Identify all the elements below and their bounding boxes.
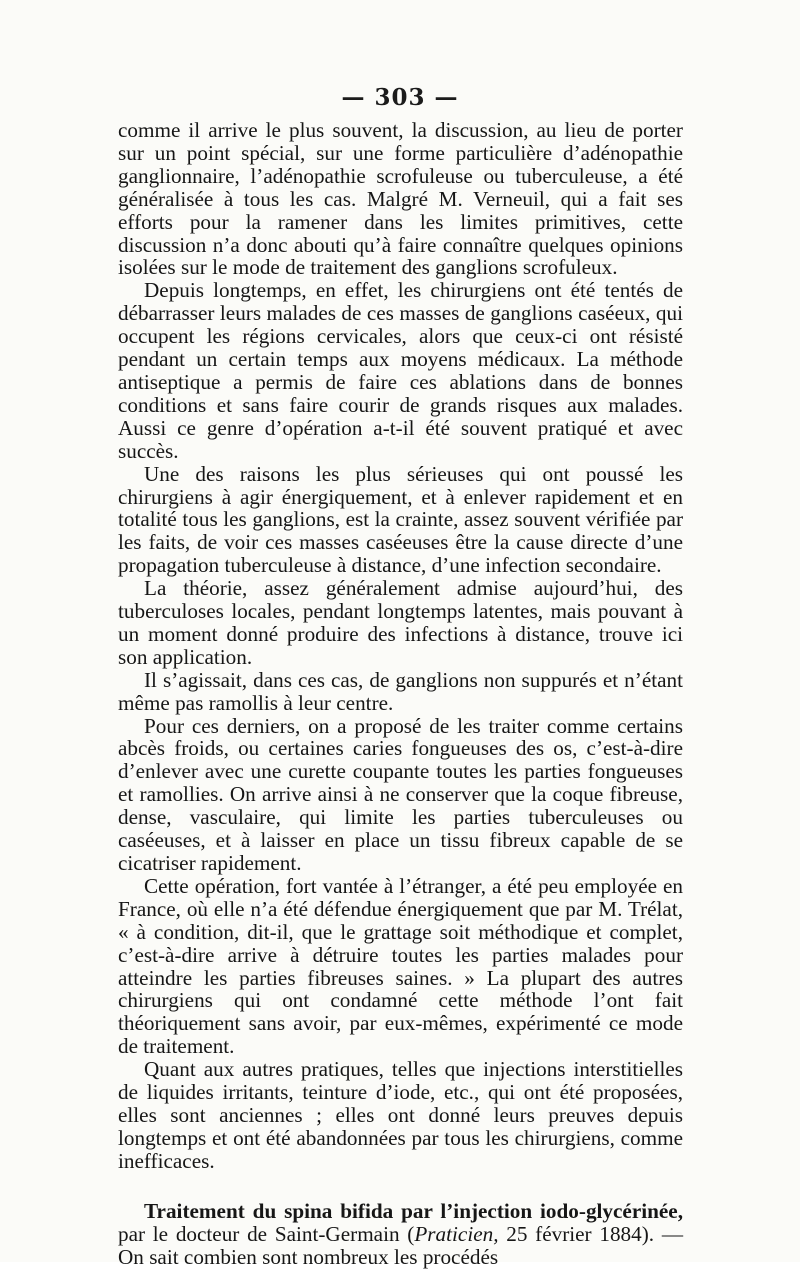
paragraph-other-practices: Quant aux autres pratiques, telles que injections interstitielles de liquides irritants, teinture d’iode, etc., qui ont été proposées, elles sont anciennes ; elles ont donné leurs preuves depuis longtemps et ont été abandonnées par tous les chirurgiens, comme inefficaces. xyxy=(118,1057,683,1173)
page-number: — 303 — xyxy=(341,84,459,111)
paragraph-discussion: comme il arrive le plus souvent, la discussion, au lieu de porter sur un point spécial, sur une forme particulière d’adénopathie ganglionnaire, l’adénopathie scrofuleuse ou tuberculeuse, a été généralisée à tous les cas. Malgré M. Verneuil, qui a fait ses efforts pour la ramener dans les limites primitives, cette discussion n’a donc abouti qu’à faire connaître quelques opinions isolées sur le mode de traitement des ganglions scrofuleux. xyxy=(118,118,683,280)
section-date: 25 février 1884). xyxy=(498,1221,655,1246)
paragraph-reasons: Une des raisons les plus sérieuses qui ont poussé les chirurgiens à agir énergiquement, et à enlever rapidement et en totalité tous les ganglions, est la crainte, assez souvent vérifiée par les faits, de voir ces masses caséeuses être la cause directe d’une propagation tuberculeuse à distance, d’une infection secondaire. xyxy=(118,461,683,578)
section-paragraph xyxy=(118,1200,683,1269)
paragraph-operation: Cette opération, fort vantée à l’étranger, a été peu employée en France, où elle n’a été défendue énergiquement que par M. Trélat, « à condition, dit-il, que le grattage soit méthodique et complet, c’est-à-dire arrive à détruire toutes les parties malades pour atteindre les parties fibreuses saines. » La plupart des autres chirurgiens qui ont condamné cette méthode l’ont fait théoriquement sans avoir, par eux-mêmes, expérimenté ce mode de traitement. xyxy=(118,873,683,1059)
paragraph-theory: La théorie, assez généralement admise aujourd’hui, des tuberculoses locales, pendant longtemps latentes, mais pouvant à un moment donné produire des infections à distance, trouve ici son application. xyxy=(118,576,683,669)
paragraph-ganglions: Il s’agissait, dans ces cas, de ganglions non suppurés et n’étant même pas ramollis à leur centre. xyxy=(118,667,683,715)
section-byline: par le docteur de Saint-Germain ( xyxy=(118,1221,415,1246)
section-journal: Praticien, xyxy=(414,1221,499,1246)
section-gap xyxy=(118,1173,683,1200)
page-body xyxy=(118,119,683,1268)
paragraph-treatment: Pour ces derniers, on a proposé de les traiter comme certains abcès froids, ou certaines caries fongueuses des os, c’est-à-dire d’enlever avec une curette coupante toutes les parties fongueuses et ramollies. On arrive ainsi à ne conserver que la coque fibreuse, dense, vasculaire, qui limite les parties tuberculeuses ou caséeuses, et à laisser en place un tissu fibreux capable de se cicatriser rapidement. xyxy=(118,713,683,875)
section-title: Traitement du spina bifida par l’injection iodo-glycérinée, xyxy=(144,1198,683,1223)
section-text: — On sait combien sont nombreux les procédés xyxy=(118,1221,684,1269)
paragraph-history: Depuis longtemps, en effet, les chirurgiens ont été tentés de débarrasser leurs malades de ces masses de ganglions caséeux, qui occupent les régions cervicales, alors que ceux-ci ont résisté pendant un certain temps aux moyens médicaux. La méthode antiseptique a permis de faire ces ablations dans de bonnes conditions et sans faire courir de grands risques aux malades. Aussi ce genre d’opération a-t-il été souvent pratiqué et avec succès. xyxy=(118,278,683,463)
